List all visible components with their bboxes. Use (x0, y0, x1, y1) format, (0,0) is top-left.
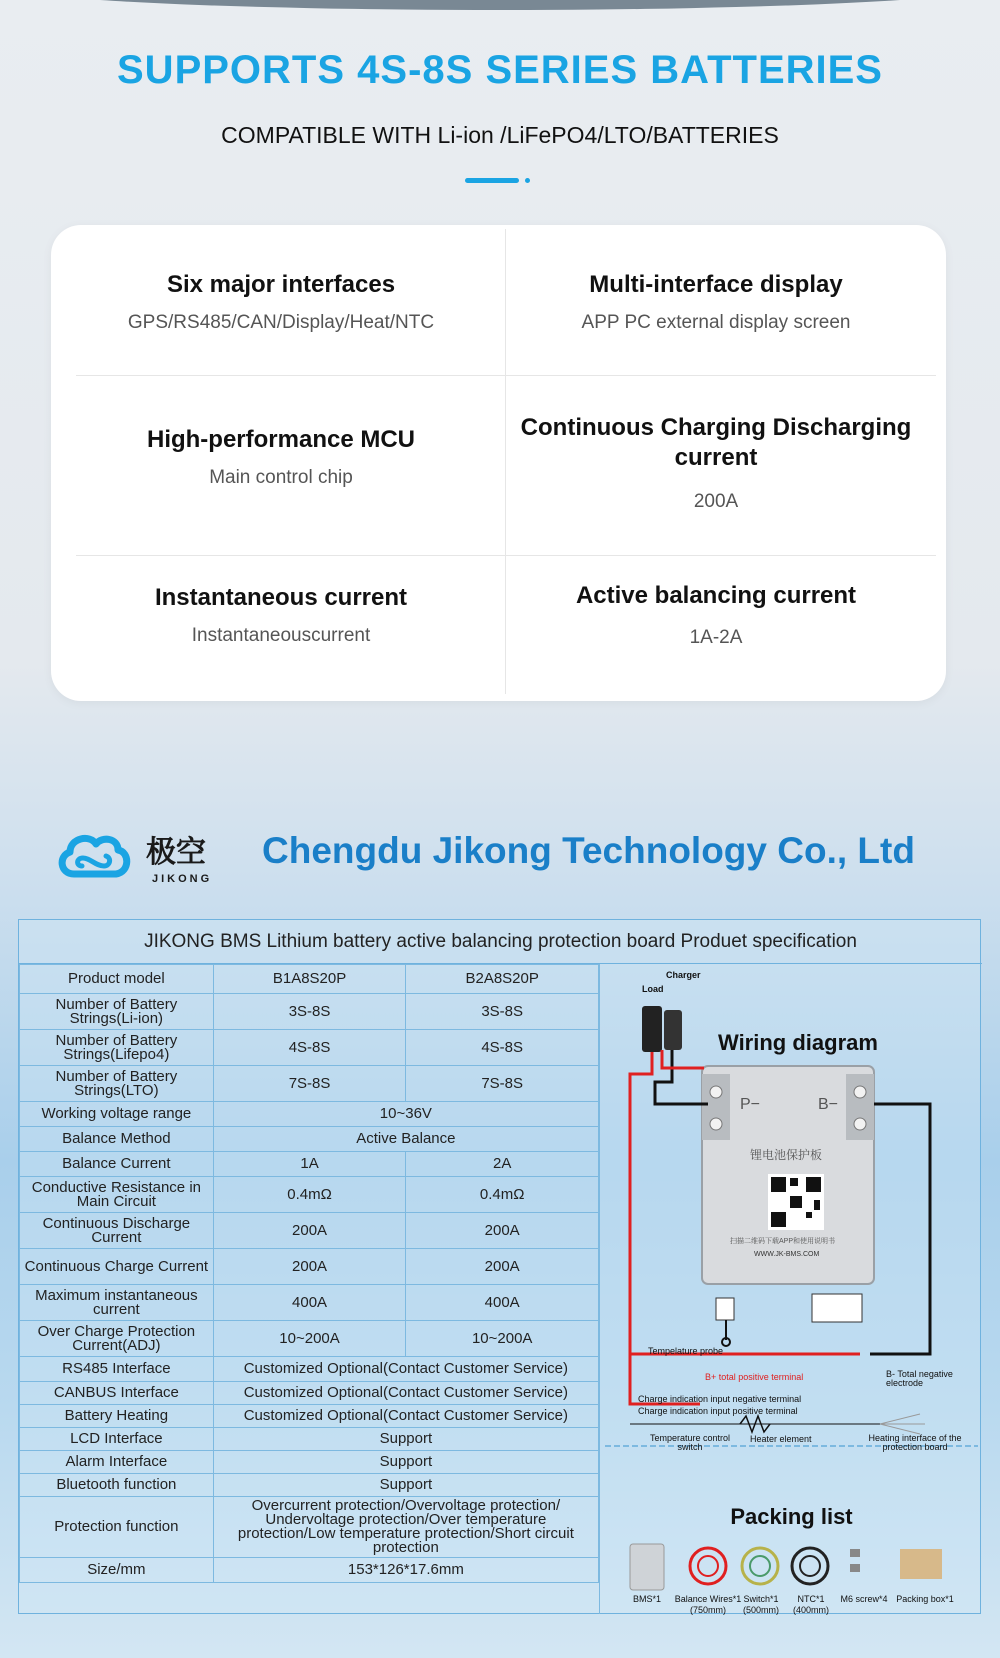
feature-desc: Main control chip (209, 467, 353, 488)
load-label: Load (642, 984, 664, 994)
feature-item (501, 270, 931, 334)
charge-neg-label: Charge indication input negative terminal (638, 1394, 802, 1404)
spec-row (20, 1102, 599, 1127)
spec-value-a: B1A8S20P (213, 965, 406, 994)
spec-label: Conductive Resistance in Main Circuit (20, 1177, 214, 1213)
spec-row (20, 1213, 599, 1249)
switch-icon (742, 1548, 778, 1584)
balance-wires-icon (690, 1548, 726, 1584)
wiring-diagram-title: Wiring diagram (718, 1030, 878, 1055)
feature-title: Six major interfaces (166, 271, 396, 298)
packing-box-icon (900, 1549, 942, 1579)
spec-value-b: 10~200A (406, 1321, 599, 1357)
packing-item-name: NTC*1 (797, 1594, 825, 1604)
spec-row (20, 1405, 599, 1428)
packing-item (836, 1594, 892, 1605)
feature-desc: GPS/RS485/CAN/Display/Heat/NTC (127, 312, 435, 333)
spec-value-a: 400A (213, 1285, 406, 1321)
packing-item-name: BMS*1 (632, 1594, 661, 1604)
board-scan-label: 扫描二维码下载APP和使用说明书 (730, 1238, 836, 1245)
packing-item-note: (400mm) (792, 1605, 829, 1615)
cloud-logo-icon (56, 826, 236, 886)
spec-value-b: B2A8S20P (406, 965, 599, 994)
spec-value-a: 10~200A (213, 1321, 406, 1357)
b-plus-label: B+ total positive terminal (705, 1372, 804, 1382)
feature-title: Active balancing current (575, 582, 857, 609)
spec-value: Support (213, 1428, 598, 1451)
feature-desc: Instantaneouscurrent (191, 625, 371, 646)
heater-label: Heater element (750, 1434, 812, 1444)
feature-item (66, 583, 496, 647)
spec-row (20, 1177, 599, 1213)
feature-desc: 200A (693, 491, 739, 512)
spec-value-a: 1A (213, 1152, 406, 1177)
feature-title: Continuous Charging Discharging current (520, 414, 912, 471)
spec-value: Support (213, 1451, 598, 1474)
feature-item (501, 581, 931, 649)
spec-label: Balance Current (20, 1152, 214, 1177)
spec-value-b: 7S-8S (406, 1066, 599, 1102)
company-logo (56, 826, 236, 886)
charger-label: Charger (666, 970, 701, 980)
spec-label: Balance Method (20, 1127, 214, 1152)
spec-label: Number of Battery Strings(Li-ion) (20, 994, 214, 1030)
spec-value: 153*126*17.6mm (213, 1558, 598, 1583)
spec-label: CANBUS Interface (20, 1382, 214, 1405)
spec-label: Continuous Discharge Current (20, 1213, 214, 1249)
spec-value-a: 0.4mΩ (213, 1177, 406, 1213)
spec-value-a: 200A (213, 1213, 406, 1249)
feature-desc: APP PC external display screen (581, 312, 851, 333)
logo-cn-text: 极空 (146, 835, 206, 870)
spec-row (20, 994, 599, 1030)
spec-label: Number of Battery Strings(Lifepo4) (20, 1030, 214, 1066)
spec-value-b: 0.4mΩ (406, 1177, 599, 1213)
packing-item-note: (750mm) (689, 1605, 726, 1615)
spec-sheet (18, 919, 981, 1614)
page-subtitle: COMPATIBLE WITH Li-ion /LiFePO4/LTO/BATTERIES (221, 122, 779, 148)
feature-item (66, 425, 496, 489)
spec-value: Customized Optional(Contact Customer Service) (213, 1357, 598, 1382)
spec-value: Support (213, 1474, 598, 1497)
b-neg-total-label: B- Total negative electrode (886, 1369, 953, 1388)
spec-label: Product model (20, 965, 214, 994)
company-name: Chengdu Jikong Technology Co., Ltd (262, 830, 915, 871)
spec-table (19, 964, 599, 1583)
packing-item-note: (500mm) (742, 1605, 779, 1615)
spec-value: 10~36V (213, 1102, 598, 1127)
packing-item (736, 1594, 786, 1616)
spec-label: LCD Interface (20, 1428, 214, 1451)
spec-row (20, 1321, 599, 1357)
logo-en-text: JIKONG (152, 873, 213, 885)
packing-item (890, 1594, 960, 1605)
packing-item (670, 1594, 746, 1616)
spec-value: Customized Optional(Contact Customer Service) (213, 1405, 598, 1428)
spec-value-b: 200A (406, 1213, 599, 1249)
ntc-icon (792, 1548, 828, 1584)
board-cn-label: 锂电池保护板 (750, 1148, 823, 1162)
feature-title: High-performance MCU (146, 426, 416, 453)
packing-item-name: Packing box*1 (896, 1594, 954, 1604)
spec-row (20, 1066, 599, 1102)
charge-pos-label: Charge indication input positive terminal (638, 1406, 798, 1416)
bms-pack-icon (630, 1544, 664, 1590)
spec-row (20, 1451, 599, 1474)
features-card (51, 225, 946, 701)
spec-value-a: 200A (213, 1249, 406, 1285)
spec-label: Alarm Interface (20, 1451, 214, 1474)
heating-iface-label: Heating interface of the protection board (868, 1433, 962, 1452)
spec-row (20, 1382, 599, 1405)
feature-item (66, 270, 496, 334)
spec-row (20, 1428, 599, 1451)
spec-value-b: 400A (406, 1285, 599, 1321)
features-divider-horizontal (76, 555, 936, 556)
wiring-diagram (599, 964, 982, 1614)
temp-switch-label: Temperature control switch (649, 1433, 731, 1452)
spec-label: Working voltage range (20, 1102, 214, 1127)
spec-value-b: 2A (406, 1152, 599, 1177)
spec-row (20, 1152, 599, 1177)
charger-device-icon (664, 1010, 682, 1050)
features-divider-horizontal (76, 375, 936, 376)
spec-value-b: 3S-8S (406, 994, 599, 1030)
feature-desc: 1A-2A (689, 627, 743, 648)
spec-label: RS485 Interface (20, 1357, 214, 1382)
screw-icon (850, 1549, 860, 1557)
spec-label: Over Charge Protection Current(ADJ) (20, 1321, 214, 1357)
divider-dot (525, 178, 530, 183)
spec-title: JIKONG BMS Lithium battery active balancing protection board Produet specification (19, 920, 982, 964)
packing-item-name: Balance Wires*1 (674, 1594, 742, 1604)
spec-value: Overcurrent protection/Overvoltage protection/ Undervoltage protection/Over temperature protection/Low temperature protection/Short circuit protection (213, 1497, 598, 1558)
spec-label: Continuous Charge Current (20, 1249, 214, 1285)
spec-row (20, 1497, 599, 1558)
spec-row (20, 1474, 599, 1497)
top-decoration (0, 0, 1000, 10)
b-minus-label: B− (818, 1096, 839, 1113)
page-title: SUPPORTS 4S-8S SERIES BATTERIES (117, 48, 883, 92)
board-url-label: WWW.JK-BMS.COM (754, 1251, 820, 1258)
load-device-icon (642, 1006, 662, 1052)
packing-item (622, 1594, 672, 1605)
spec-value-a: 7S-8S (213, 1066, 406, 1102)
packing-item-name: M6 screw*4 (840, 1594, 888, 1604)
temp-probe-label: Tempelature probe (648, 1346, 724, 1356)
packing-list-title: Packing list (730, 1504, 853, 1529)
spec-row (20, 1249, 599, 1285)
feature-title: Multi-interface display (589, 271, 843, 298)
spec-label: Size/mm (20, 1558, 214, 1583)
feature-title: Instantaneous current (154, 584, 408, 611)
spec-row (20, 1357, 599, 1382)
spec-value-b: 200A (406, 1249, 599, 1285)
spec-label: Protection function (20, 1497, 214, 1558)
spec-label: Battery Heating (20, 1405, 214, 1428)
spec-row (20, 965, 599, 994)
spec-row (20, 1127, 599, 1152)
feature-item (516, 413, 916, 513)
divider-bar (465, 178, 519, 183)
p-minus-label: P− (740, 1096, 761, 1113)
spec-value-b: 4S-8S (406, 1030, 599, 1066)
packing-item-name: Switch*1 (743, 1594, 779, 1604)
packing-item (786, 1594, 836, 1616)
spec-label: Number of Battery Strings(LTO) (20, 1066, 214, 1102)
spec-row (20, 1030, 599, 1066)
spec-label: Maximum instantaneous current (20, 1285, 214, 1321)
spec-value: Customized Optional(Contact Customer Service) (213, 1382, 598, 1405)
spec-label: Bluetooth function (20, 1474, 214, 1497)
spec-value-a: 4S-8S (213, 1030, 406, 1066)
spec-value: Active Balance (213, 1127, 598, 1152)
spec-value-a: 3S-8S (213, 994, 406, 1030)
spec-row (20, 1285, 599, 1321)
spec-row (20, 1558, 599, 1583)
